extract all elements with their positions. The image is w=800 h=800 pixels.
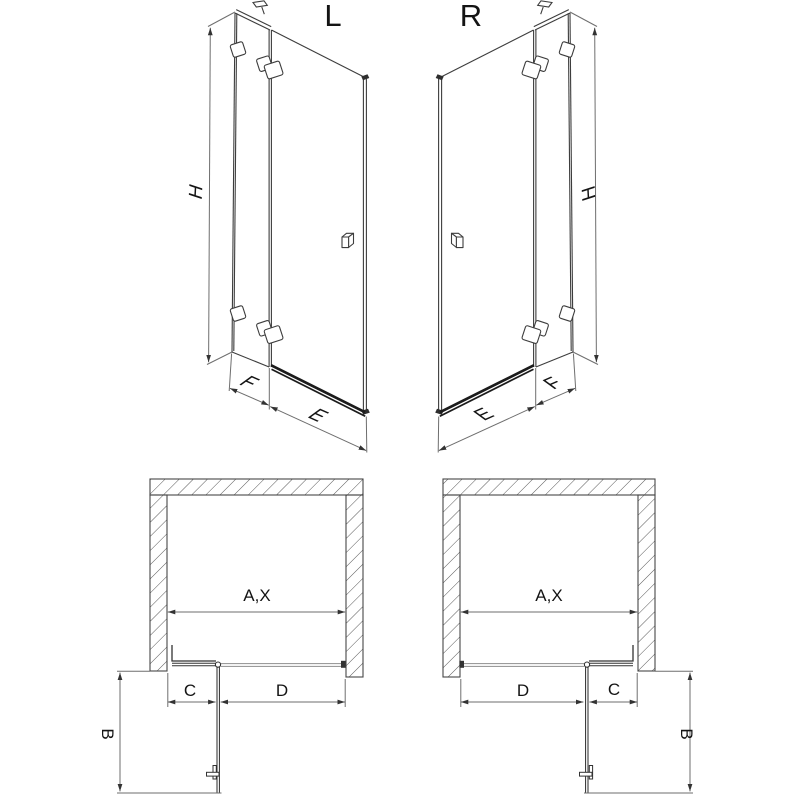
iso-view-left xyxy=(207,1,370,453)
dimension-swing-depth xyxy=(117,671,222,793)
dim-label-c-right: C xyxy=(607,680,621,699)
wall-top xyxy=(150,479,363,495)
dim-label-height-left: H xyxy=(185,181,208,203)
plan-view-left xyxy=(117,479,363,793)
fixed-panel-profile xyxy=(589,645,633,666)
wall-left xyxy=(150,495,167,671)
door-open-position xyxy=(207,667,220,793)
wall-bracket xyxy=(459,661,464,668)
wall-top xyxy=(443,479,655,495)
dim-label-d-left: D xyxy=(275,681,289,700)
wall-bracket xyxy=(341,661,346,668)
hinge-pivot xyxy=(584,662,589,667)
variant-label-left: L xyxy=(324,0,342,33)
door-open-position xyxy=(580,667,593,793)
variant-label-right: R xyxy=(459,0,483,33)
dim-label-opening-left: A,X xyxy=(243,586,271,605)
dim-label-d-right: D xyxy=(516,681,530,700)
fixed-panel-profile xyxy=(172,645,216,666)
wall-right xyxy=(346,495,363,677)
dim-label-b-left: B xyxy=(98,728,117,740)
walls xyxy=(443,479,655,677)
dim-label-c-left: C xyxy=(183,681,197,700)
dim-label-b-right: B xyxy=(677,728,696,740)
door-handle-bar xyxy=(580,772,593,776)
dim-label-door-right: E xyxy=(468,404,501,425)
dim-label-panel-right: F xyxy=(538,374,569,394)
wall-right xyxy=(638,495,655,671)
door-closed-position xyxy=(459,661,584,668)
wall-left xyxy=(443,495,460,677)
iso-view-right xyxy=(435,1,598,453)
dim-label-door-left: E xyxy=(301,405,334,426)
walls xyxy=(150,479,363,677)
plan-view-right xyxy=(443,479,693,793)
dim-label-height-right: H xyxy=(578,182,601,204)
door-handle-bar xyxy=(207,772,220,776)
dim-label-panel-left: F xyxy=(233,373,264,393)
hinge-pivot xyxy=(215,662,220,667)
dim-label-opening-right: A,X xyxy=(535,586,563,605)
plan-views xyxy=(0,460,800,800)
door-closed-position xyxy=(221,661,346,668)
